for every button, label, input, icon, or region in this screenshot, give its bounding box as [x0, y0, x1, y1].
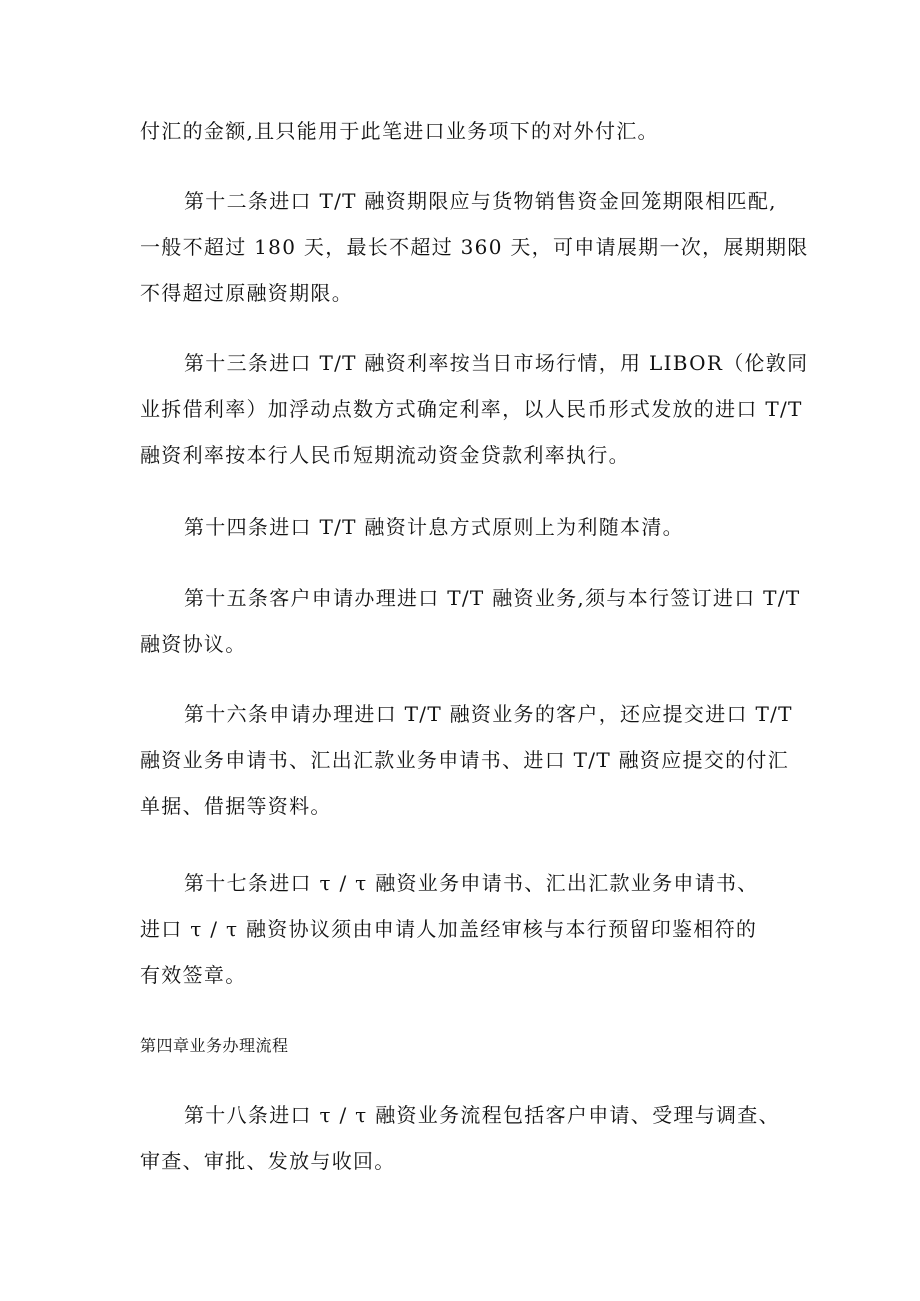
paragraph-line: 付汇的金额,且只能用于此笔进口业务项下的对外付汇。 — [140, 119, 659, 143]
paragraph-article-15 — [140, 575, 800, 667]
paragraph-line: 第十八条进口 τ / τ 融资业务流程包括客户申请、受理与调查、 — [184, 1103, 780, 1127]
paragraph-article-14 — [140, 504, 800, 550]
paragraph-article-12 — [140, 178, 809, 316]
paragraph-line: 融资协议。 — [140, 632, 247, 656]
chapter-heading: 第四章业务办理流程 — [140, 1036, 289, 1055]
paragraph-line: 第十三条进口 T/T 融资利率按当日市场行情，用 LIBOR（伦敦同 — [184, 351, 809, 375]
paragraph-line: 单据、借据等资料。 — [140, 794, 332, 818]
paragraph-line: 第十五条客户申请办理进口 T/T 融资业务,须与本行签订进口 T/T — [184, 586, 801, 610]
paragraph-article-13 — [140, 340, 809, 478]
paragraph-article-18 — [140, 1092, 800, 1184]
paragraph-continuation — [140, 108, 800, 154]
paragraph-article-16 — [140, 691, 800, 829]
paragraph-line: 审查、审批、发放与收回。 — [140, 1149, 396, 1173]
paragraph-line: 第十四条进口 T/T 融资计息方式原则上为利随本清。 — [184, 515, 684, 539]
paragraph-line: 业拆借利率）加浮动点数方式确定利率，以人民币形式发放的进口 T/T — [140, 397, 803, 421]
paragraph-line: 融资业务申请书、汇出汇款业务申请书、进口 T/T 融资应提交的付汇 — [140, 748, 790, 772]
paragraph-line: 第十六条申请办理进口 T/T 融资业务的客户，还应提交进口 T/T — [184, 702, 793, 726]
paragraph-line: 不得超过原融资期限。 — [140, 281, 353, 305]
paragraph-line: 融资利率按本行人民币短期流动资金贷款利率执行。 — [140, 443, 630, 467]
paragraph-article-17 — [140, 860, 800, 998]
paragraph-line: 第十七条进口 τ / τ 融资业务申请书、汇出汇款业务申请书、 — [184, 871, 759, 895]
paragraph-line: 进口 τ / τ 融资协议须由申请人加盖经审核与本行预留印鉴相符的 — [140, 917, 758, 941]
paragraph-line: 一般不超过 180 天，最长不超过 360 天，可申请展期一次，展期期限 — [140, 235, 809, 259]
paragraph-line: 第十二条进口 T/T 融资期限应与货物销售资金回笼期限相匹配, — [184, 189, 777, 213]
paragraph-line: 有效签章。 — [140, 963, 247, 987]
